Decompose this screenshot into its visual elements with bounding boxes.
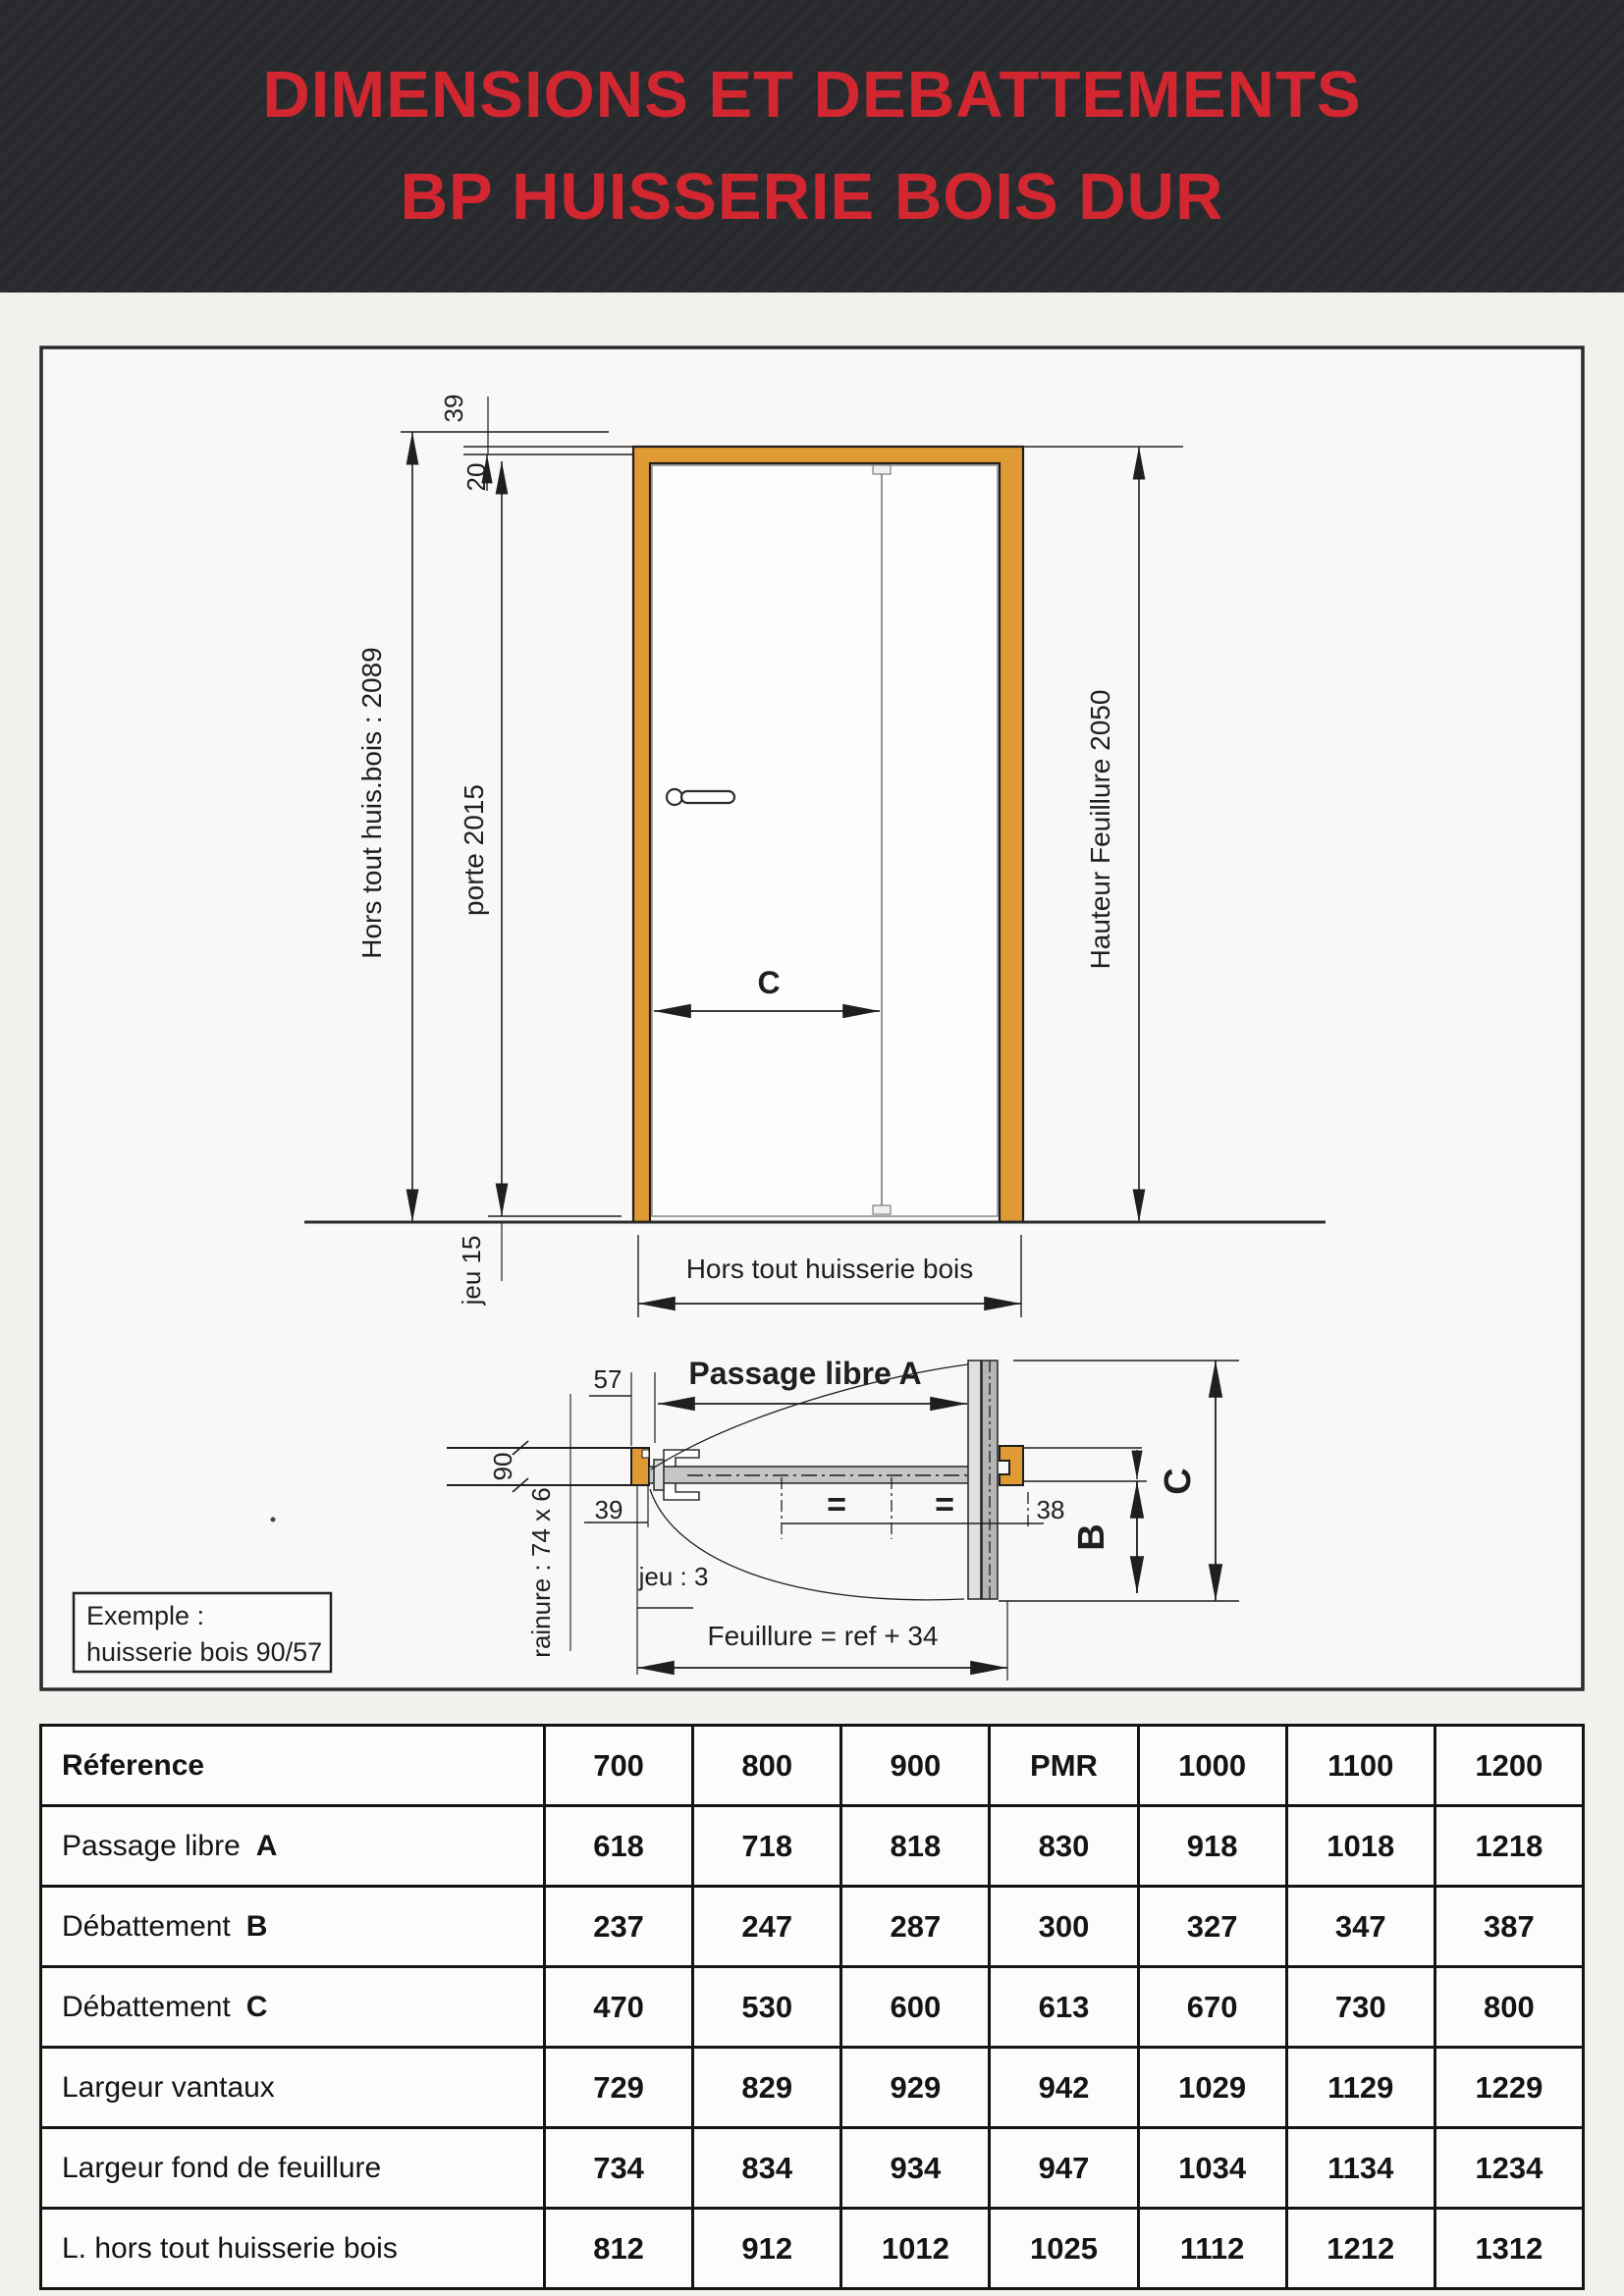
dim-38-label: 38 — [1036, 1495, 1065, 1524]
row-label: Réference — [41, 1726, 545, 1806]
table-cell: 618 — [545, 1806, 693, 1887]
table-row — [41, 1967, 1584, 2048]
table-cell: 1018 — [1286, 1806, 1435, 1887]
table-cell: 734 — [545, 2128, 693, 2209]
table-cell: 1000 — [1138, 1726, 1286, 1806]
table-cell: 834 — [693, 2128, 841, 2209]
dim-90-label: 90 — [488, 1452, 517, 1481]
section-title: Passage libre A — [688, 1356, 922, 1391]
dim-b-label: B — [1071, 1523, 1112, 1551]
table-cell: 800 — [693, 1726, 841, 1806]
row-label: L. hors tout huisserie bois — [41, 2209, 545, 2289]
table-cell: 729 — [545, 2048, 693, 2128]
dim-hauteur-feuillure-label: Hauteur Feuillure 2050 — [1085, 689, 1115, 970]
table-cell: 829 — [693, 2048, 841, 2128]
table-cell: 1312 — [1435, 2209, 1583, 2289]
table-cell: 347 — [1286, 1887, 1435, 1967]
open-leaf — [968, 1361, 981, 1599]
table-cell: 1025 — [990, 2209, 1138, 2289]
table-cell: 1212 — [1286, 2209, 1435, 2289]
table-cell: 247 — [693, 1887, 841, 1967]
page-title-line1: DIMENSIONS ET DEBATTEMENTS — [262, 58, 1362, 133]
table-cell: 387 — [1435, 1887, 1583, 1967]
dim-c-front-label: C — [757, 965, 781, 1000]
dim-porte-label: porte 2015 — [459, 784, 489, 916]
table-cell: 470 — [545, 1967, 693, 2048]
table-cell: 1229 — [1435, 2048, 1583, 2128]
table-cell: 730 — [1286, 1967, 1435, 2048]
table-cell: 670 — [1138, 1967, 1286, 2048]
table-cell: 718 — [693, 1806, 841, 1887]
table-cell: 613 — [990, 1967, 1138, 2048]
table-cell: 287 — [841, 1887, 990, 1967]
dim-rainure-label: rainure : 74 x 6 — [526, 1487, 556, 1658]
table-cell: 237 — [545, 1887, 693, 1967]
table-header-row — [41, 1726, 1584, 1806]
table-cell: 1112 — [1138, 2209, 1286, 2289]
row-label: Largeur fond de feuillure — [41, 2128, 545, 2209]
table-cell: 942 — [990, 2048, 1138, 2128]
table-row — [41, 2209, 1584, 2289]
table-cell: 918 — [1138, 1806, 1286, 1887]
dimension-table — [39, 1724, 1585, 2290]
table-cell: 947 — [990, 2128, 1138, 2209]
table-cell: 700 — [545, 1726, 693, 1806]
door-handle-icon — [667, 789, 734, 805]
example-line2: huisserie bois 90/57 — [86, 1637, 323, 1667]
table-cell: 1200 — [1435, 1726, 1583, 1806]
table-cell: 327 — [1138, 1887, 1286, 1967]
table-cell: 818 — [841, 1806, 990, 1887]
dim-39-section-label: 39 — [594, 1495, 623, 1524]
table-cell: 1029 — [1138, 2048, 1286, 2128]
table-cell: 1234 — [1435, 2128, 1583, 2209]
table-cell: 600 — [841, 1967, 990, 2048]
dim-c-section-label: C — [1158, 1468, 1199, 1495]
row-label: Débattement C — [41, 1967, 545, 2048]
dim-20-label: 20 — [461, 462, 491, 492]
table-cell: 1129 — [1286, 2048, 1435, 2128]
row-label: Passage libre A — [41, 1806, 545, 1887]
table-row — [41, 1806, 1584, 1887]
dim-57-label: 57 — [593, 1364, 623, 1394]
example-line1: Exemple : — [86, 1601, 205, 1630]
door-leaf — [652, 465, 998, 1216]
table-row — [41, 1887, 1584, 1967]
table-cell: 830 — [990, 1806, 1138, 1887]
dim-jeu3-label: jeu : 3 — [638, 1562, 709, 1591]
dim-jeu15-label: jeu 15 — [457, 1235, 486, 1306]
dim-39-label: 39 — [439, 394, 468, 423]
table-cell: 1012 — [841, 2209, 990, 2289]
table-cell: 812 — [545, 2209, 693, 2289]
table-cell: 934 — [841, 2128, 990, 2209]
table-cell: 929 — [841, 2048, 990, 2128]
table-cell: 900 — [841, 1726, 990, 1806]
table-cell: 1034 — [1138, 2128, 1286, 2209]
table-cell: PMR — [990, 1726, 1138, 1806]
dim-hors-tout-vertical-label: Hors tout huis.bois : 2089 — [356, 647, 387, 959]
table-cell: 1100 — [1286, 1726, 1435, 1806]
dim-hors-tout-horizontal-label: Hors tout huisserie bois — [685, 1254, 974, 1284]
table-cell: 800 — [1435, 1967, 1583, 2048]
example-box — [74, 1593, 331, 1672]
equal-sign-2: = — [935, 1486, 954, 1523]
table-cell: 300 — [990, 1887, 1138, 1967]
table-cell: 530 — [693, 1967, 841, 2048]
table-cell: 1134 — [1286, 2128, 1435, 2209]
page-title-line2: BP HUISSERIE BOIS DUR — [400, 160, 1224, 234]
equal-sign-1: = — [827, 1486, 846, 1523]
table-row — [41, 2128, 1584, 2209]
table-cell: 1218 — [1435, 1806, 1583, 1887]
row-label: Débattement B — [41, 1887, 545, 1967]
row-label: Largeur vantaux — [41, 2048, 545, 2128]
table-row — [41, 2048, 1584, 2128]
dimension-table-body — [41, 1726, 1584, 2289]
dim-feuillure-label: Feuillure = ref + 34 — [707, 1621, 939, 1651]
table-cell: 912 — [693, 2209, 841, 2289]
